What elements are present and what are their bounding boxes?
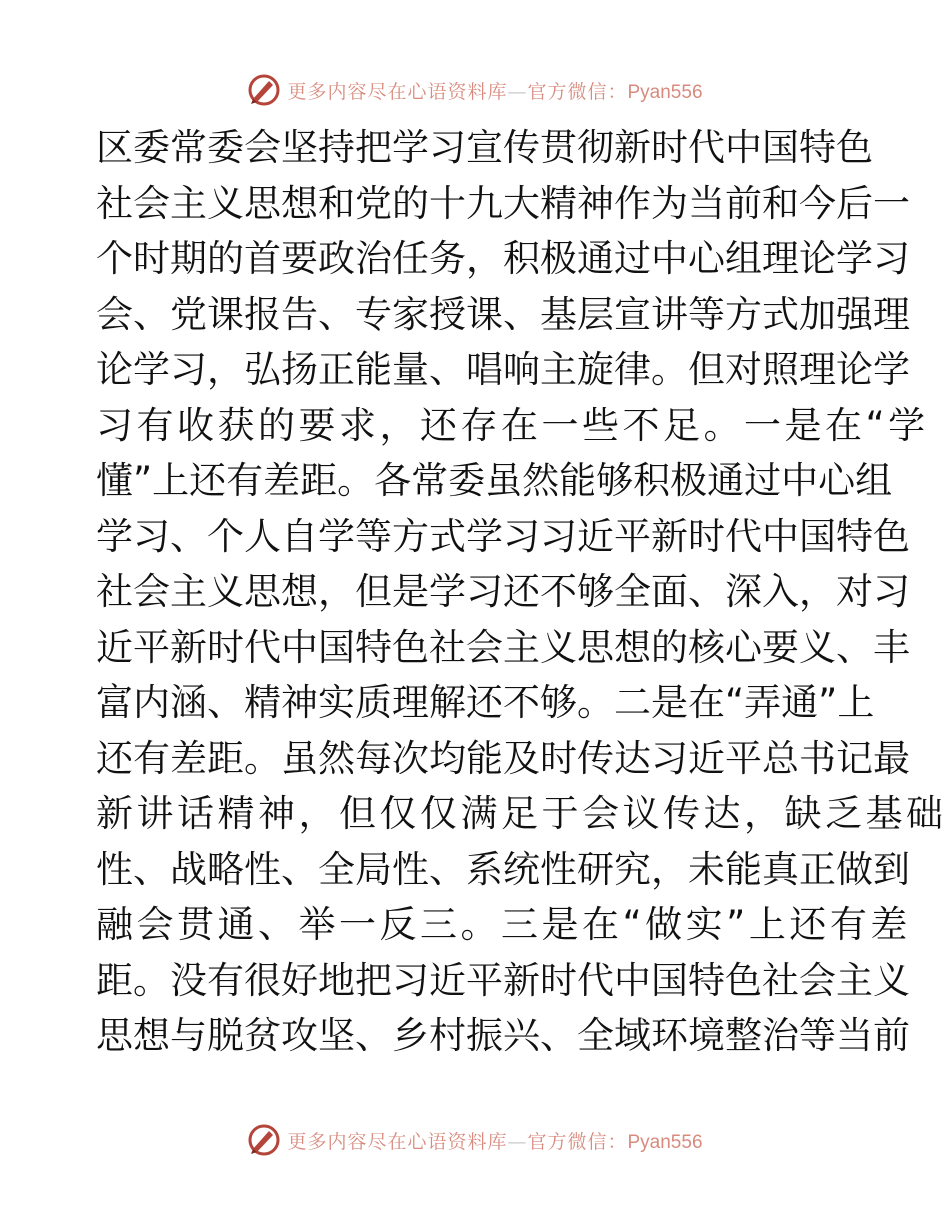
- header-wechat-label: 官方微信：: [527, 80, 628, 103]
- red-pen-logo-icon: [247, 1123, 281, 1157]
- body-line: 学习、个人自学等方式学习习近平新时代中国特色: [96, 514, 910, 558]
- body-line: 会、党课报告、专家授课、基层宣讲等方式加强理: [96, 292, 910, 336]
- body-line: 近平新时代中国特色社会主义思想的核心要义、丰: [96, 625, 910, 669]
- red-pen-logo-icon: [247, 73, 281, 107]
- body-line: 新讲话精神，但仅仅满足于会议传达，缺乏基础: [96, 792, 947, 835]
- footer-banner-text: [287, 1127, 702, 1154]
- header-library-text: 更多内容尽在心语资料库: [287, 80, 508, 103]
- body-line: 距。没有很好地把习近平新时代中国特色社会主义: [96, 958, 910, 1002]
- header-banner: [0, 70, 950, 110]
- body-line: 社会主义思想和党的十九大精神作为当前和今后一: [96, 181, 910, 225]
- footer-dash: —: [507, 1130, 528, 1153]
- header-wechat-id: Pyan556: [627, 81, 703, 103]
- body-line: 懂”上还有差距。各常委虽然能够积极通过中心组: [96, 459, 893, 502]
- body-line: 富内涵、精神实质理解还不够。二是在“弄通”上: [96, 681, 875, 724]
- body-line: 个时期的首要政治任务，积极通过中心组理论学习: [96, 237, 910, 280]
- body-line: 社会主义思想，但是学习还不够全面、深入，对习: [96, 570, 910, 613]
- body-line: 思想与脱贫攻坚、乡村振兴、全域环境整治等当前: [96, 1014, 910, 1057]
- header-dash: —: [507, 80, 528, 103]
- body-line: 论学习，弘扬正能量、唱响主旋律。但对照理论学: [96, 348, 910, 391]
- footer-library-text: 更多内容尽在心语资料库: [287, 1130, 508, 1153]
- body-line: 性、战略性、全局性、系统性研究，未能真正做到: [96, 847, 910, 891]
- body-line: 还有差距。虽然每次均能及时传达习近平总书记最: [96, 736, 910, 780]
- body-line: 习有收获的要求，还存在一些不足。一是在“学: [96, 403, 929, 447]
- footer-wechat-label: 官方微信：: [527, 1130, 628, 1153]
- document-body: [96, 120, 947, 1064]
- footer-banner: [0, 1120, 950, 1160]
- body-line: 融会贯通、举一反三。三是在“做实”上还有差: [96, 903, 911, 946]
- body-line: 区委常委会坚持把学习宣传贯彻新时代中国特色: [96, 126, 873, 169]
- header-banner-text: [287, 77, 702, 104]
- footer-wechat-id: Pyan556: [627, 1131, 703, 1153]
